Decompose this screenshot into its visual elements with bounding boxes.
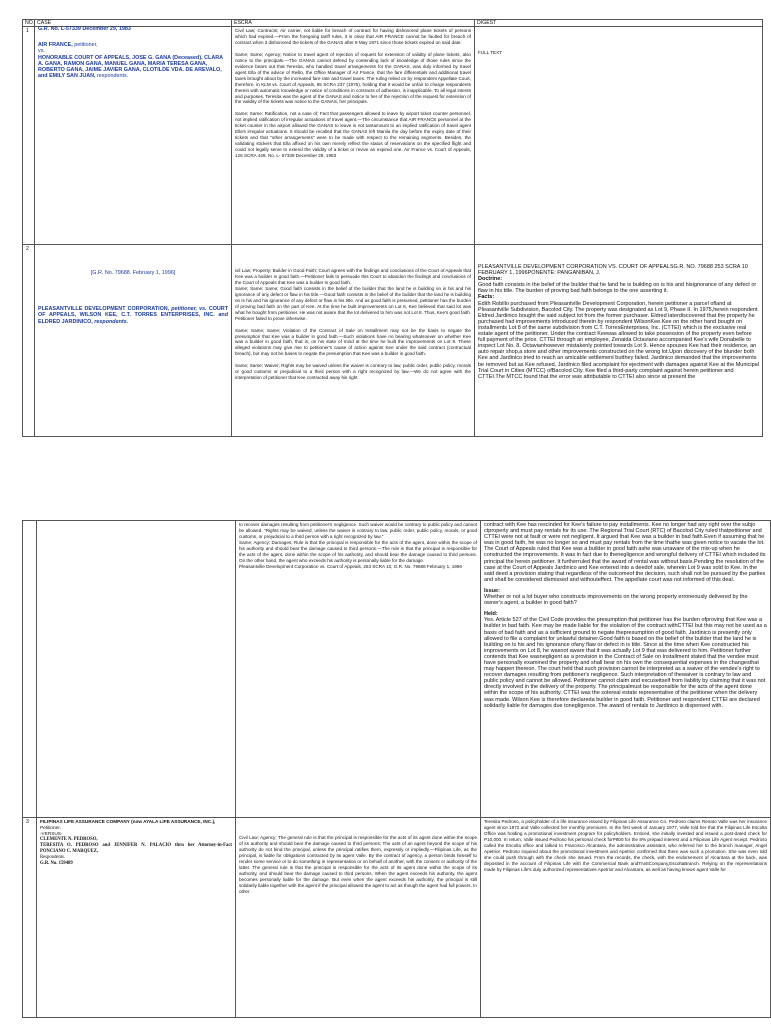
escra-cell bbox=[232, 245, 475, 437]
case-caption bbox=[40, 819, 232, 867]
case-cell bbox=[37, 521, 236, 818]
row-number: 3 bbox=[23, 818, 37, 1018]
escra-paragraph: ivil Law; Property; Builder in Good Faith; Court agrees with the findings and conclusions of the Court of Appeals that Kee was a builder in good faith.—Petitioner fails to persuade this Court to abandon the findings and conclusions of the Court of Appeals that Kee was a builder in good faith. Same; Same; Same; Good faith consists in the belief of the builder that the land he is building on is his and his ignorance of any defect or flaw in his title.—Good faith consists in the belief of the builder that the land he is building on is his and his ignorance of any defect or flaw in his title. And as good faith is presumed, petitioner has the burden of proving bad faith on the part of Kee. At the time he built improvements on Lot 8, Kee believed that said lot was what he bought from petitioner. He was not aware that the lot delivered to him was not Lot 8. Thus, Kee's good faith. Petitioner failed to prove otherwise. bbox=[235, 268, 471, 321]
digest-doctrine-heading: Doctrine: bbox=[478, 276, 503, 283]
table-row bbox=[23, 818, 771, 1018]
digest-cell bbox=[475, 27, 763, 245]
escra-paragraph: Civil Law; Agency; The general rule is that the principal is responsible for the acts of its agent done within the scope of its authority and should bear the damage caused to third persons; The acts of an agent beyond the scope of his authority do not bind the principal, unless the principal ratifies them, expressly or impliedly.—Filipinas Life, as the principal, is liable for obligations contracted by its agent Valle. By the contract of agency, a person binds himself to render some service or to do something in representation or on behalf of another, with the consent or authority of the latter. The general rule is that the principal is responsible for the acts of its agent done within the scope of its authority, and should bear the damage caused to third persons. When the agent exceeds his authority, the agent becomes personally liable for the damage. But even when the agent exceeds his authority, the principal is still solidarily liable together with the agent if the principal allowed the agent to act as though the agent had full powers. In other bbox=[239, 835, 479, 894]
digest-issue-heading: Issue: bbox=[484, 587, 500, 594]
case-petitioner-role: petitioner, bbox=[72, 42, 98, 49]
case-cell bbox=[37, 818, 236, 1018]
escra-paragraph: to recover damages resulting from petitioner's negligence. Such waiver would be contrary to public policy and cannot be allowed. "Rights may be waived, unless the waiver is contrary to law, public order, public policy, morals, or good customs, or prejudicial to a third person with a right recognized by law." Same; Agency; Damages; Rule is that the principal is responsible for the acts of the agent, done within the scope of his authority and should bear the damage caused to third persons.—The rule is that the principal is responsible for the acts of the agent, done within the scope of his authority, and should bear the damage caused to third persons. On the other hand, the agent who exceeds his authority is personally liable for the damage. Pleasantville Development Corporation vs. Court of Appeals, 253 SCRA 10, G.R. No. 79688 February 1, 1996 bbox=[239, 522, 477, 569]
digest-facts: Edith Robillo purchased from Pleasantville Development Corporation, herein petitioner a parcel ofland at Pleasantville Subdivision, Bacolod City. The property was designated as Lot 9, Phase II. In 1975,herein respondent Eldred Jardinico bought the said subject lot from the former purchaser. Eldred laterdiscovered that the property he purchased had improvements introduced therein by respondent WilsonKee.Kee on the other hand bought on installments Lot 8 of the same subdivision from C.T. TorresEnterprises, Inc. (CTTEI) which is the exclusive real estate agent of the petitioner. Under the contract Keewas allowed to take possession of the property even before full payment of the price. CTTEI through an employee, Zenaida Octaviano accompanied Kee's wife Donabelle to inspect Lot No. 8. Octavianhowever mistakenly pointed towards Lot 9. Hence spouses Kee had their residence, an auto repair shop,a store and other improvements constructed on the wrong lot.Upon discovery of the blunder both Kee and Jardinico tried to reach an amicable settlement butthey failed. Jardinico demanded that the improvements be removed but as Kee refused, Jardinico filed acomplaint for ejectment with damages against Kee at the Municipal Trial Court in Cities (MTCC) ofBacolod City. Kee filed a third-party complaint against herein petitioner and CTTEI.The MTCC found that the error was attributable to CTTEI also since at present the bbox=[478, 300, 759, 380]
escra-paragraph: Same; Same; Ratification, not a case of; Fact that passengers allowed to leave by airport ticket counter personnel, not implied ratification of irregular actuations of travel agent.—The circumstance that AIR FRANCE personnel at the ticket counter in the airport allowed the GANAS to leave is not tantamount to an implied ratification of travel agent Ella's irregular actuations. It should be recalled that the GANAS left Manila the day before the expiry date of their tickets and that "other arrangements" were to be made with respect to the remaining segments. Besides, the validating stickers that Ella affixed on his own merely reflect the status of reservations on the specified flight and could not legally serve to extend the validity of a ticket or revive an expired one. Air France vs. Court of Appeals, 126 SCRA 448, No. L- 57339 December 29, 1983 bbox=[235, 111, 473, 159]
case-respondent: CLEMENTE N. PEDROSO, bbox=[40, 837, 98, 842]
case-gr-number: [G.R. No. 79688. February 1, 1996] bbox=[90, 270, 176, 276]
digest-title: PLEASANTVILLE DEVELOPMENT CORPORATION VS. COURT OF APPEALSG.R. NO. 79688 253 SCRA 10 FEBRUARY 1, 1996PONENTE: PANGANIBAN, J. bbox=[478, 264, 748, 277]
digest-issue: Whether or not a lot buyer who constructs improvements on the wrong property erroneously delivered by the owner's agent, a builder in good faith? bbox=[484, 594, 748, 607]
case-respondents-role: Respondents. bbox=[40, 855, 66, 860]
digest-facts-continued: contract with Kee has rescinded for Kee's failure to pay installments. Kee no longer had any right over the subjo ctproperty and must pay rentals for its use. The Regional Trial Court (RTC) of Bacolod City ruled thatpetitioner and CTTEI were not at fault or were not negligent. It argued that Kee was a builder in bad faith.Even if assuming that he was in good faith, he was no longer so and must pay rentals from the time thathe was given notice to vacate the lot. The Court of Appeals ruled that Kee was a builder in good faith ashe was unaware of the mix-up when he constructed the improvements. It was in fact due to thenegligence and wrongful delivery of CTTEI which included its principal the herein petitioner. It furtherruled that the award of rental was without basis.Pending the resolution of the case at the Court of Appeals Jardinico and Kee entered into a deedof sale, wherein Lot 9 was sold to Kee. In the said deed a provision stating that regardless of the outcomeof the decision, such shall not be pursued by the parties and shall be considered dismissed and withouteffect. The appellate court was not informed of this deal. bbox=[484, 522, 766, 583]
escra-paragraph: Same; Same; Waiver; Rights may be waived unless the waiver is contrary to law, public order, public policy, morals or good customs or prejudicial to a third person with a right recognized by law.—We do not agree with the interpretation of petitioner that Kee contracted away his right bbox=[235, 363, 473, 381]
case-vs: vs. bbox=[38, 48, 45, 55]
digest-held: Yes. Article 527 of the Civil Code provides the presumption that petitioner has the burden ofproving that Kee was a builder in bad faith. Kee may be made liable for the violation of the contract withCTTEI but this may not be used as a basis of bad faith and as a sufficient ground to negate thepresumption of good faith. Jardinico is presently only allowed to file a complaint for unlawful detainer.Good faith is based on the belief of the builder that the land he is building on is his and his ignorance ofany flaw or defect in is title. Since at the time when Kee constructed his improvements on Lot 8, he wasnot aware that it was actually Lot 9 that was delivered to him. Petitioner further contends that Kee wasnegligent as a provision in the Contract of Sale on Installment stated that the vendee must have personally examined the property and shall bear on his own the consequential expenses in the changesthat may happen thereon. The court held that such provision cannot be interpreted as a waiver of the vendee's right to recover damages resulting from petitioner's negligence. Such interpretation of thewaiver is contrary to law and public policy and cannot be allowed. Petitioner cannot claim and excuseitself from liability by claiming that it was not directly involved in the delivery of the property. The principalmust be responsible for the acts of the agent done within the scope of his authority. CTTEI was the solereal estate representative of the petitioner when the delivery was made. Wilson Kee is therefore declareda builder in good faith. Petitioner and respondent CTTEI are declared solidarily liable for damages due tonegligence. The award of rentals to Jardinico is dispensed with. bbox=[484, 617, 767, 709]
case-versus: -VERSUS- bbox=[40, 831, 63, 836]
case-respondents: TERESITA O. PEDROSO and JENNIFER N. PALACIO thru her Attorney-in-Fact PONCIANO C. MARQUEZ, bbox=[40, 843, 232, 854]
case-respondents-line bbox=[38, 55, 228, 80]
escra-cell bbox=[236, 818, 481, 1018]
digest-doctrine: Good faith consists in the belief of the builder that he land he is building on is his and hisignorance of any defect or flaw in his title. The burden of proving bad faith belongs to the one asserting it. bbox=[478, 282, 757, 295]
digest-table-page-one bbox=[22, 19, 763, 437]
case-gr-number: G.R. No. 159489 bbox=[40, 861, 73, 866]
escra-cell bbox=[232, 27, 475, 245]
table-row bbox=[23, 245, 763, 437]
escra-paragraph: Civil Law; Contracts; Air carrier, not liable for breach of contract for having dishonored plane tickets of persons which had expired.—From the foregoing tariff rules, it is clear that AIR FRANCE cannot be faulted for breach of contract when it dishonored the tickets of the GANAS after 8 May 1971 since those tickets expired on said date. bbox=[235, 28, 473, 45]
header-digest: DIGEST bbox=[475, 20, 763, 27]
header-case: CASE bbox=[35, 20, 232, 27]
digest-cell bbox=[481, 521, 771, 818]
page-one bbox=[22, 19, 759, 441]
case-respondents: HONORABLE COURT OF APPEALS, JOSE G. GANA (Deceased), CLARA A. GANA, RAMON GANA, MANUEL GANA, MARIA TERESA GANA, ROBERTO GANA, JAIME JAVIER GANA, CLOTILDE VDA. DE AREVALO, and EMILY SAN JUAN, bbox=[38, 54, 223, 80]
case-petitioner-role: petitioner, vs. bbox=[169, 306, 207, 313]
case-cell bbox=[35, 27, 232, 245]
escra-cell bbox=[236, 521, 481, 818]
digest-full-text: FULL TEXT bbox=[478, 50, 502, 55]
case-petitioner: AIR FRANCE, bbox=[38, 42, 73, 49]
digest-facts-heading: Facts: bbox=[478, 294, 495, 301]
case-respondents-role: respondents. bbox=[95, 73, 129, 80]
escra-paragraph: Same; Same; Agency; Notice to travel agent of rejection of request for extension of validity of plane tickets, also notice to the principals.—The GANAS cannot defend by contending lack of knowledge of those rules since the evidence bears out that Teresita, who handled travel arrangements for the GANAS, was duly informed by travel agent Ella of the advice of Reillo, the Office Manager of Air France, that the fare differentials and additional travel taxes brought about by the increased fare rate and travel taxes. The ruling relied on by respondent Appellate Court, therefore, in KLM vs. Court of Appeals, 65 SCRA 237 (1975), holding that it would be unfair to charge respondents therein with automatic knowledge or notice of conditions in contracts of adhesion, is inapplicable. To all legal intents and purposes, Teresita was the agent of the GANAS and notice to her of the rejection of the request for extension of the validity of the tickets was notice to the GANAS, her principals. bbox=[235, 51, 473, 105]
case-respondents: COURT OF APPEALS, WILSON KEE, C.T. TORRES ENTERPRISES, INC. and ELDRED JARDINICO, bbox=[38, 306, 228, 325]
case-petitioner-role: Petitioner, bbox=[40, 825, 61, 830]
digest-text: Teresita Pedroso, a policyholder of a life insurance issued by Filipinas Life Assurance Co. Pedroso claims Renato Valle was her insurance agent since 1972 and Valle collected her monthly premiums. In the first week of January 1977, Valle told her that the Filipinas Life Escolta Office was holding a promotional investment program for policyholders. Enticed, she initially invested and issued a post-dated check for P10,000. In return, Valle issued Pedroso his personal check forP800 for the 8% prepaid interest and a Filipinas Life Agent receipt. Pedroso called the Escolta office and talked to Francisco Alcantara, the administrative assistant, who referred her to the branch manager, Angel Apetrior. Pedroso inquired about the promotional investment and Apetrior confirmed that there was such a promotion. She was even told she could push through with the check she issued. From the records, the check, with the endorsement of Alcantara at the back, was deposited in the account of Filipinas Life with the Commercial Bank andTrustCompany,EscoltaBranch. Relying on the representations made by Filipinas Life's duly authorized representatives Apetrior and Alcantara, as well as having known agent Valle for bbox=[484, 819, 769, 872]
table-row bbox=[23, 521, 771, 818]
escra-paragraph: Same; Same; Same; Violation of the Contract of Sale on Installment may not be the basis to negate the presumption that Kee was a builder in good faith.—Such violations have no bearing whatsoever on whether Kee was a builder in good faith, that is, on his state of mind at the time he built the improvements on Lot 9. These alleged violations may give rise to petitioner's cause of action against Kee under the said contract (contractual breach), but may not be bases to negate the presumption that Kee was a builder in good faith. bbox=[235, 327, 473, 357]
row-number: 1 bbox=[23, 27, 35, 245]
page-two bbox=[22, 520, 769, 1025]
header-no: NO. bbox=[23, 20, 35, 27]
row-number bbox=[23, 521, 37, 818]
case-cell bbox=[35, 245, 232, 437]
digest-table-page-two bbox=[22, 520, 771, 1018]
case-gr-number: G.R. No. L-57339 December 29, 1983 bbox=[38, 26, 131, 32]
case-petitioner: FILIPINAS LIFE ASSURANCE COMPANY (now AYALA LIFE ASSURANCE, INC.), bbox=[40, 819, 216, 824]
case-parties bbox=[38, 306, 228, 325]
header-escra: ESCRA bbox=[232, 20, 475, 27]
digest-cell bbox=[481, 818, 771, 1018]
case-respondents-role: respondents. bbox=[92, 318, 129, 325]
digest-cell bbox=[475, 245, 763, 437]
table-row bbox=[23, 27, 763, 245]
case-petitioner: PLEASANTVILLE DEVELOPMENT CORPORATION, bbox=[38, 306, 170, 313]
digest-held-heading: Held: bbox=[484, 611, 498, 618]
row-number: 2 bbox=[23, 245, 35, 437]
